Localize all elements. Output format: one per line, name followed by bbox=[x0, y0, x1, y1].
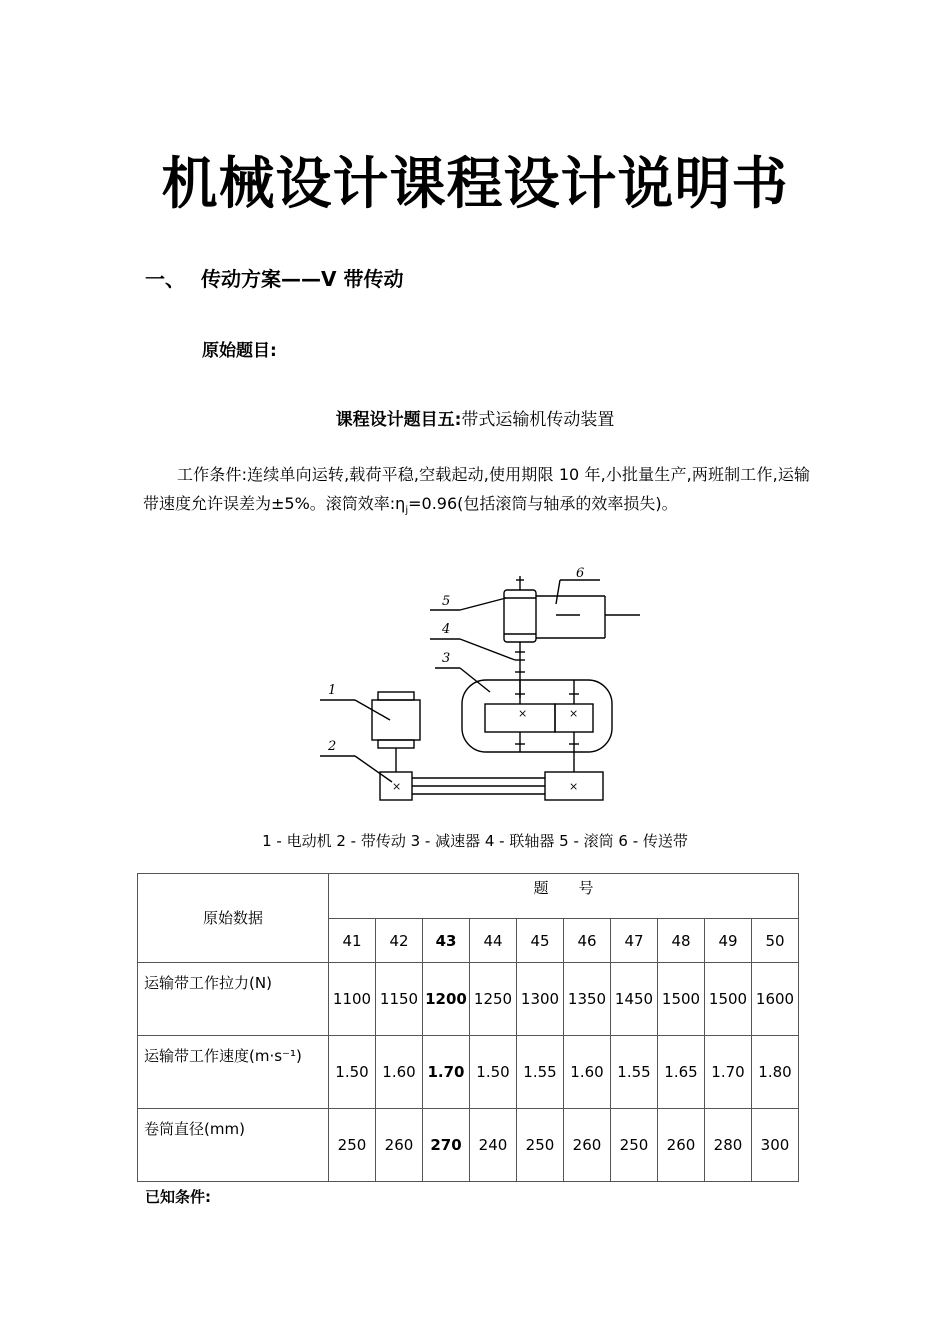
value-cell: 260 bbox=[658, 1109, 705, 1182]
diagram-label-5: 5 bbox=[442, 594, 451, 609]
value-cell: 1300 bbox=[517, 963, 564, 1036]
motor-shape bbox=[372, 700, 420, 740]
conditions-text-a: 工作条件:连续单向运转,载荷平稳,空载起动,使用期限 10 年,小批量生产,两班制工作,运输带速度允许误差为±5%。滚筒效率:η bbox=[143, 465, 810, 513]
value-cell: 1600 bbox=[752, 963, 799, 1036]
diagram-label-3: 3 bbox=[442, 651, 451, 666]
problem-number-cell: 45 bbox=[517, 919, 564, 963]
problem-number-cell: 46 bbox=[564, 919, 611, 963]
value-cell: 240 bbox=[470, 1109, 517, 1182]
table-row bbox=[138, 1036, 799, 1109]
known-conditions-heading: 已知条件: bbox=[145, 1188, 211, 1206]
table-header-row bbox=[138, 874, 799, 919]
work-conditions-paragraph bbox=[143, 460, 810, 525]
value-cell: 1.50 bbox=[329, 1036, 376, 1109]
subject-label: 课程设计题目五: bbox=[335, 410, 462, 430]
row-label-cell: 卷筒直径(mm) bbox=[138, 1109, 329, 1182]
row-label-cell: 运输带工作速度(m·s⁻¹) bbox=[138, 1036, 329, 1109]
group-header-cell: 题 号 bbox=[329, 874, 799, 919]
value-cell: 1500 bbox=[705, 963, 752, 1036]
value-cell: 250 bbox=[611, 1109, 658, 1182]
problem-number-cell: 44 bbox=[470, 919, 517, 963]
table-corner-cell: 原始数据 bbox=[138, 874, 329, 963]
section-heading bbox=[145, 263, 403, 292]
problem-number-cell: 48 bbox=[658, 919, 705, 963]
diagram-label-2: 2 bbox=[328, 739, 337, 754]
value-cell: 280 bbox=[705, 1109, 752, 1182]
eta-subscript: j bbox=[405, 505, 409, 517]
diagram-caption: 1 - 电动机 2 - 带传动 3 - 减速器 4 - 联轴器 5 - 滚筒 6 - 传送带 bbox=[262, 832, 688, 850]
problem-number-cell: 50 bbox=[752, 919, 799, 963]
row-label-cell: 运输带工作拉力(N) bbox=[138, 963, 329, 1036]
value-cell: 250 bbox=[329, 1109, 376, 1182]
svg-text:×: × bbox=[569, 780, 579, 793]
value-cell: 1.60 bbox=[376, 1036, 423, 1109]
svg-text:×: × bbox=[518, 707, 528, 720]
document-title: 机械设计课程设计说明书 bbox=[161, 152, 789, 217]
value-cell: 1.80 bbox=[752, 1036, 799, 1109]
conditions-text-b: =0.96(包括滚筒与轴承的效率损失)。 bbox=[408, 494, 678, 513]
value-cell: 1.60 bbox=[564, 1036, 611, 1109]
value-cell: 1450 bbox=[611, 963, 658, 1036]
problem-number-cell: 41 bbox=[329, 919, 376, 963]
section-title: 传动方案——V 带传动 bbox=[201, 267, 404, 291]
problem-number-cell: 43 bbox=[423, 919, 470, 963]
table-row bbox=[138, 1109, 799, 1182]
problem-number-cell: 47 bbox=[611, 919, 658, 963]
subject-text: 带式运输机传动装置 bbox=[461, 410, 615, 430]
value-cell: 1200 bbox=[423, 963, 470, 1036]
value-cell: 1.50 bbox=[470, 1036, 517, 1109]
value-cell: 1.55 bbox=[517, 1036, 564, 1109]
value-cell: 1500 bbox=[658, 963, 705, 1036]
value-cell: 260 bbox=[376, 1109, 423, 1182]
value-cell: 1100 bbox=[329, 963, 376, 1036]
value-cell: 260 bbox=[564, 1109, 611, 1182]
sub-heading: 原始题目: bbox=[202, 341, 277, 361]
table-row bbox=[138, 963, 799, 1036]
diagram-label-1: 1 bbox=[328, 683, 337, 698]
svg-text:×: × bbox=[569, 707, 579, 720]
problem-number-cell: 42 bbox=[376, 919, 423, 963]
value-cell: 1.70 bbox=[423, 1036, 470, 1109]
value-cell: 270 bbox=[423, 1109, 470, 1182]
value-cell: 1250 bbox=[470, 963, 517, 1036]
value-cell: 300 bbox=[752, 1109, 799, 1182]
section-number: 一、 bbox=[145, 267, 185, 291]
value-cell: 1.70 bbox=[705, 1036, 752, 1109]
value-cell: 1350 bbox=[564, 963, 611, 1036]
subject-line bbox=[0, 405, 950, 430]
diagram-label-4: 4 bbox=[442, 622, 451, 637]
value-cell: 1.65 bbox=[658, 1036, 705, 1109]
value-cell: 250 bbox=[517, 1109, 564, 1182]
svg-text:×: × bbox=[392, 780, 402, 793]
value-cell: 1.55 bbox=[611, 1036, 658, 1109]
value-cell: 1150 bbox=[376, 963, 423, 1036]
transmission-diagram bbox=[300, 560, 650, 810]
original-data-table bbox=[137, 873, 799, 1182]
problem-number-cell: 49 bbox=[705, 919, 752, 963]
diagram-label-6: 6 bbox=[576, 566, 585, 581]
